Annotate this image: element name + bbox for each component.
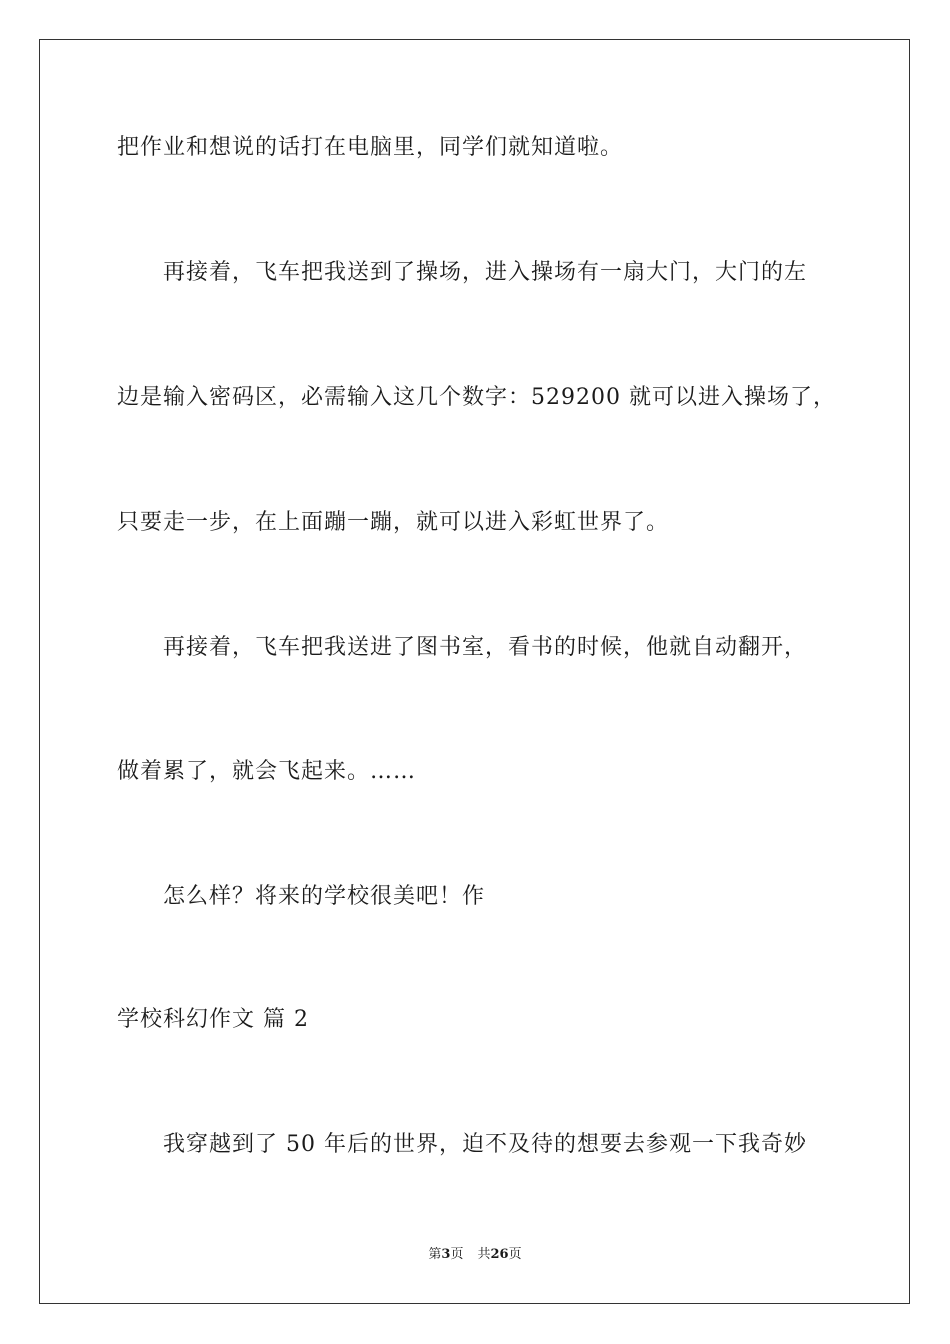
paragraph-line: 怎么样？将来的学校很美吧！作 [163, 884, 486, 909]
footer-page-current: 3 [441, 1247, 451, 1262]
page-frame [39, 39, 910, 1304]
footer-page-total: 26 [490, 1247, 509, 1262]
page-footer [0, 1246, 950, 1264]
paragraph-line: 我穿越到了 50 年后的世界，迫不及待的想要去参观一下我奇妙 [163, 1132, 807, 1157]
paragraph-line: 再接着，飞车把我送进了图书室，看书的时候，他就自动翻开， [163, 635, 808, 660]
footer-page-prefix: 第 [428, 1247, 442, 1262]
paragraph-line: 做着累了，就会飞起来。…… [117, 759, 417, 784]
footer-total-prefix: 共 [477, 1247, 491, 1262]
paragraph-line: 只要走一步，在上面蹦一蹦，就可以进入彩虹世界了。 [117, 510, 670, 535]
paragraph-line: 边是输入密码区，必需输入这几个数字：529200 就可以进入操场了， [117, 385, 836, 410]
section-heading: 学校科幻作文 篇 2 [117, 1007, 309, 1032]
footer-total-suffix: 页 [508, 1247, 522, 1262]
paragraph-line: 把作业和想说的话打在电脑里，同学们就知道啦。 [117, 135, 624, 160]
footer-page-suffix: 页 [450, 1247, 464, 1262]
paragraph-line: 再接着，飞车把我送到了操场，进入操场有一扇大门，大门的左 [163, 260, 808, 285]
